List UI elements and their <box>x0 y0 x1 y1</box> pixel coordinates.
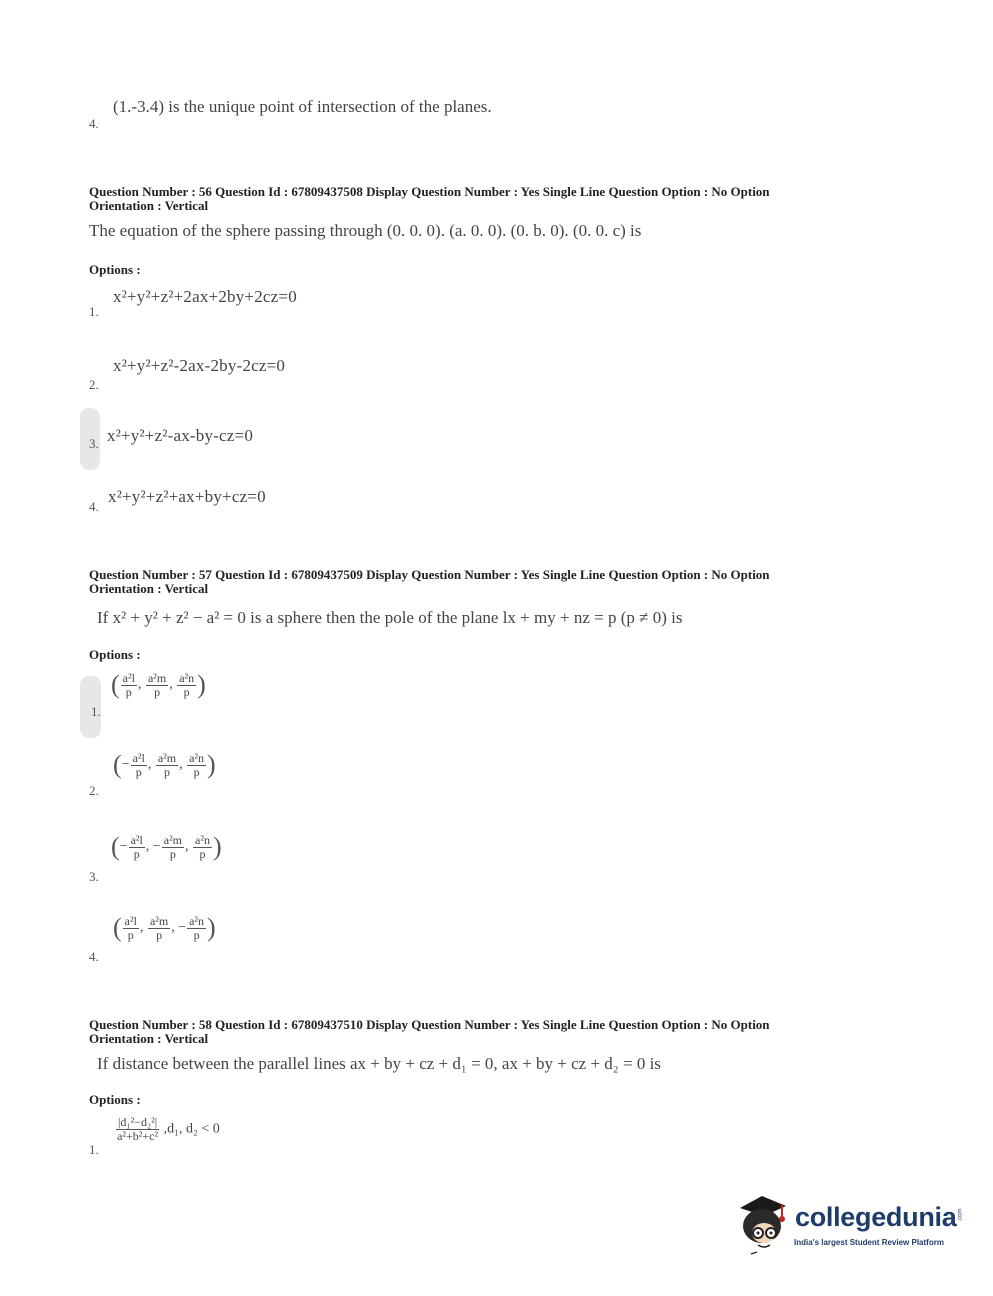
option-text[interactable]: x²+y²+z²+2ax+2by+2cz=0 <box>113 287 297 306</box>
frac-numerator: a²n <box>179 670 195 685</box>
question-header <box>89 185 889 213</box>
option-formula[interactable]: ( $\frac{\text{a²l}}{p}$ , $\frac{\text{a²m}}{p}$ , − $\frac{\text{a²n}}{p}$ ) <box>113 913 216 942</box>
frac-numerator: a²n <box>189 913 205 928</box>
mascot-icon <box>736 1188 796 1258</box>
question-header <box>89 568 889 596</box>
option-formula[interactable]: ( $\frac{\text{a²l}}{p}$ , $\frac{\text{a²m}}{p}$ , $\frac{\text{a²n}}{p}$ ) <box>111 670 206 699</box>
option-number: 4. <box>89 499 99 514</box>
option-tail: ,d₁, d₂ < 0 <box>163 1121 220 1137</box>
option-number: 3. <box>89 436 99 451</box>
question-header-line1: Question Number : 58 Question Id : 67809437510 Display Question Number : Yes Single Line Question Option : No Option <box>89 1017 770 1032</box>
question-text: The equation of the sphere passing through (0. 0. 0). (a. 0. 0). (0. b. 0). (0. 0. c) is <box>89 221 642 240</box>
logo-wordmark: collegedunia <box>795 1202 957 1232</box>
option-text[interactable]: x²+y²+z²-2ax-2by-2cz=0 <box>113 356 286 375</box>
option-number: 4. <box>89 949 99 964</box>
question-header-line2: Orientation : Vertical <box>89 1031 209 1046</box>
frac-denominator: p <box>156 927 163 942</box>
frac-denominator: p <box>183 684 190 699</box>
question-header-line1: Question Number : 57 Question Id : 67809437509 Display Question Number : Yes Single Line Question Option : No Option <box>89 567 770 582</box>
option-formula[interactable]: (− $\frac{\text{a²l}}{p}$ , $\frac{\text{a²m}}{p}$ , $\frac{\text{a²n}}{p}$ ) <box>113 750 216 779</box>
frac-numerator: |d₁²−d₂²| <box>118 1115 158 1129</box>
option-number: 1. <box>89 304 99 319</box>
option-formula[interactable] <box>115 1116 220 1143</box>
frac-denominator: p <box>193 927 200 942</box>
options-label: Options : <box>89 647 141 662</box>
frac-denominator: p <box>135 764 142 779</box>
frac-denominator: p <box>163 764 170 779</box>
frac-denominator: p <box>169 846 176 861</box>
frac-numerator: a²l <box>124 913 137 928</box>
option-text[interactable]: x²+y²+z²-ax-by-cz=0 <box>107 426 254 445</box>
options-label: Options : <box>89 1092 141 1107</box>
frac-denominator: p <box>199 846 206 861</box>
option-number: 3. <box>89 869 99 884</box>
frac-denominator: p <box>154 684 161 699</box>
frac-numerator: a²m <box>149 913 169 928</box>
frac-numerator: a²m <box>163 832 183 847</box>
question-header-line2: Orientation : Vertical <box>89 198 209 213</box>
frac-denominator: a²+b²+c² <box>117 1129 159 1143</box>
option-number: 1. <box>91 704 101 719</box>
option-text[interactable]: x²+y²+z²+ax+by+cz=0 <box>108 487 266 506</box>
option-number: 2. <box>89 377 99 392</box>
frac-numerator: a²m <box>157 750 177 765</box>
frac-numerator: a²n <box>189 750 205 765</box>
option-text: (1.-3.4) is the unique point of intersection of the planes. <box>113 97 492 116</box>
frac-denominator: p <box>125 684 132 699</box>
frac-denominator: p <box>127 927 134 942</box>
question-text: If x² + y² + z² − a² = 0 is a sphere then the pole of the plane lx + my + nz = p (p ≠ 0) is <box>97 608 683 627</box>
question-header-line2: Orientation : Vertical <box>89 581 209 596</box>
question-header-line1: Question Number : 56 Question Id : 67809437508 Display Question Number : Yes Single Line Question Option : No Option <box>89 184 770 199</box>
frac-numerator: a²l <box>132 750 145 765</box>
frac-numerator: a²l <box>130 832 143 847</box>
frac-numerator: a²l <box>122 670 135 685</box>
frac-denominator: p <box>133 846 140 861</box>
option-number: 2. <box>89 783 99 798</box>
option-number: 1. <box>89 1142 99 1157</box>
question-text: If distance between the parallel lines ax + by + cz + d₁ = 0, ax + by + cz + d₂ = 0 is <box>97 1054 661 1073</box>
frac-numerator: a²m <box>147 670 167 685</box>
frac-numerator: a²n <box>195 832 210 847</box>
option-formula[interactable]: (− $\frac{\text{a²l}}{p}$ , − $\frac{\text{a²m}}{p}$ , $\frac{\text{a²n}}{p}$ ) <box>111 832 222 861</box>
question-header <box>89 1018 889 1046</box>
collegedunia-logo[interactable] <box>736 1188 966 1258</box>
options-label: Options : <box>89 262 141 277</box>
option-number: 4. <box>89 116 99 131</box>
frac-denominator: p <box>193 764 200 779</box>
logo-suffix: .com <box>957 1208 964 1222</box>
logo-tagline: India's largest Student Review Platform <box>794 1238 944 1247</box>
